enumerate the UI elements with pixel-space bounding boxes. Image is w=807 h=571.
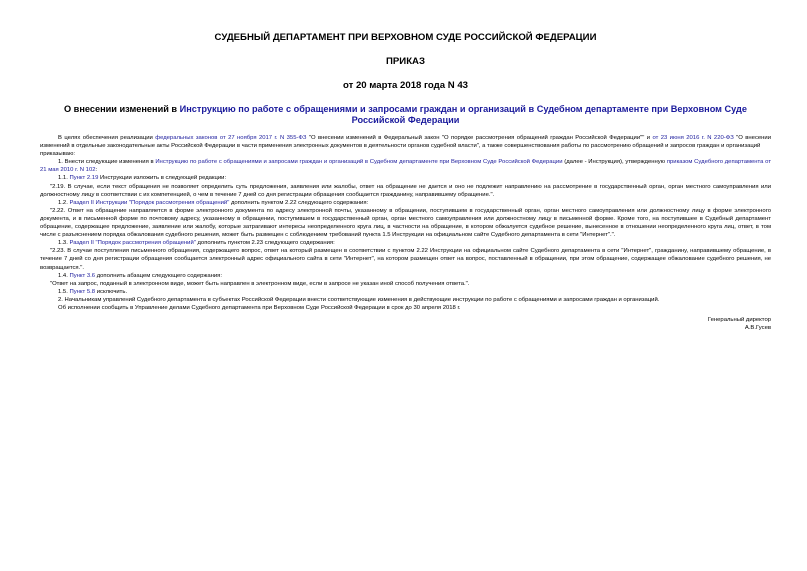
quote-2-19: "2.19. В случае, если текст обращения не позволяет определить суть предложения, заявления или жалобы, ответ на обращение не дается и оно не подлежит направлению на рассмотрение в государственный орган, орган местного самоуправления или должностному лицу в соответствии с их компетенцией, о чем в течение 7 дней со дня регистрации обращения сообщается гражданину, направившему обращение.". xyxy=(40,183,771,198)
title-instruction-link[interactable]: Инструкцию по работе с обращениями и запросами граждан и организаций в Судебном департаменте при Верховном Суде Российской Федерации xyxy=(179,104,747,125)
signatory-position: Генеральный директор xyxy=(707,317,771,324)
subitem-1-3: 1.3. Раздел II "Порядок рассмотрения обращений" дополнить пунктом 2.23 следующего содержания: xyxy=(58,240,335,247)
document-type: ПРИКАЗ xyxy=(386,56,425,67)
order-word: приказываю: xyxy=(40,151,76,158)
instruction-link[interactable]: Инструкцию по работе с обращениями и запросами граждан и организаций в Судебном департаменте при Верховном Суде Российской Федерации xyxy=(155,159,563,166)
quote-2-22: "2.22. Ответ на обращение направляется в форме электронного документа по адресу электронной почты, указанному в обращении, поступившем в государственный орган, орган местного самоуправления или должностному лицу в форме электронного документа, и в письменной форме по почтовому адресу, указанному в обращении, поступившем в государственный орган, орган местного самоуправления или должностному лицу в письменной форме. Кроме того, на поступившее в Судебный департамент обращение, содержащее предложение, заявление или жалобу, которые затрагивают интересы неопределенного круга лиц, в частности на обращение, в котором обжалуется судебное решение, вынесенное в отношении неопределенного круга лиц, ответ, в том числе с разъяснением порядка обжалования судебного решения, может быть размещен с соблюдением требований пункта 1.5 Инструкции на официальном сайте Судебного департамента в сети "Интернет".". xyxy=(40,207,771,239)
item-2: 2. Начальникам управлений Судебного департамента в субъектах Российской Федерации внести соответствующие изменения в действующие инструкции по работе с обращениями и запросами граждан и организаций. xyxy=(58,296,660,303)
signatory-name: А.В.Гусев xyxy=(744,325,771,332)
law-220-link[interactable]: от 23 июня 2016 г. N 220-ФЗ xyxy=(652,135,734,141)
clause-2-19-link[interactable]: Пункт 2.19 xyxy=(69,175,99,182)
subitem-1-2: 1.2. Раздел II Инструкции "Порядок рассмотрения обращений" дополнить пунктом 2.22 следующего содержания: xyxy=(58,199,369,206)
item-1: 1. Внести следующие изменения в Инструкцию по работе с обращениями и запросами граждан и организаций в Судебном департаменте при Верховном Суде Российской Федерации (далее - Инструкция), утвержденную приказом Судебного департамента от 21 мая 2010 г. N 102: xyxy=(40,159,772,174)
subitem-1-5: 1.5. Пункт 5.8 исключить. xyxy=(58,288,128,295)
title-text: О внесении изменений в xyxy=(63,104,180,114)
section-2-link-2[interactable]: Раздел II "Порядок рассмотрения обращений" xyxy=(69,240,196,247)
quote-3-6: "Ответ на запрос, поданный в электронном виде, может быть направлен в электронном виде, если в запросе не указан иной способ получения ответа.". xyxy=(50,280,470,287)
intro-paragraph: В целях обеспечения реализации федеральных законов от 27 ноября 2017 г. N 355-ФЗ "О внесении изменений в Федеральный закон "О порядке рассмотрения обращений граждан Российской Федерации"" и от 23 июня 2016 г. N 220-ФЗ "О внесении изменений в отдельные законодательные акты Российской Федерации в части применения электронных документов в деятельности органов судебной власти", а также совершенствования работы по рассмотрению обращений и запросов граждан и организаций xyxy=(40,135,771,150)
department-heading: СУДЕБНЫЙ ДЕПАРТАМЕНТ ПРИ ВЕРХОВНОМ СУДЕ РОССИЙСКОЙ ФЕДЕРАЦИИ xyxy=(214,32,597,43)
document-date-number: от 20 марта 2018 года N 43 xyxy=(342,80,469,91)
subitem-1-4: 1.4. Пункт 3.6 дополнить абзацем следующего содержания: xyxy=(58,272,222,279)
clause-5-8-link[interactable]: Пункт 5.8 xyxy=(69,288,96,295)
law-355-link[interactable]: федеральных законов от 27 ноября 2017 г. N 355-ФЗ xyxy=(155,135,307,141)
document-title xyxy=(40,104,771,126)
section-2-link[interactable]: Раздел II Инструкции "Порядок рассмотрения обращений" xyxy=(69,199,230,206)
report-paragraph: Об исполнении сообщить в Управление делами Судебного департамента при Верховном Суде Российской Федерации в срок до 30 апреля 2018 г. xyxy=(58,304,461,311)
clause-3-6-link[interactable]: Пункт 3.6 xyxy=(69,272,96,279)
order-102-link[interactable]: приказом Судебного департамента от 21 мая 2010 г. N 102 xyxy=(40,159,772,174)
subitem-1-1: 1.1. Пункт 2.19 Инструкции изложить в следующей редакции: xyxy=(58,175,227,182)
quote-2-23: "2.23. В случае поступления письменного обращения, содержащего вопрос, ответ на который размещен в соответствии с пунктом 2.22 Инструкции на официальном сайте Судебного департамента в сети "Интернет", гражданину, направившему обращение, в течение 7 дней со дня регистрации обращения сообщается электронный адрес официального сайта в сети "Интернет", на котором размещен ответ на вопрос, поставленный в обращении, при этом обращение, содержащее обжалование судебного решения, не возвращается.". xyxy=(40,248,771,271)
document xyxy=(40,32,771,332)
